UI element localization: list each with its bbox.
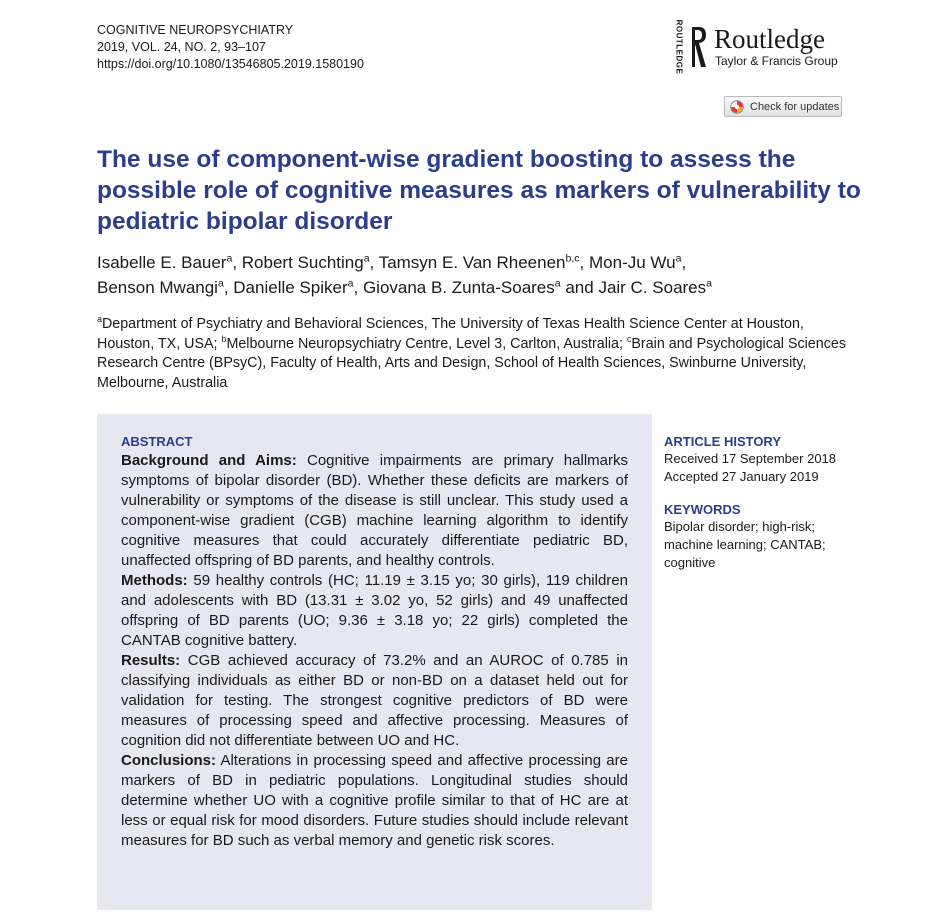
crossmark-icon [730, 100, 744, 114]
article-title: The use of component-wise gradient boosting to assess the possible role of cognitive measures as markers of vulnerability to pediatric bipolar disorder [97, 146, 861, 235]
author[interactable]: Mon-Ju Wu$^a$ [589, 252, 682, 272]
keywords-line: machine learning; CANTAB; [664, 537, 826, 552]
journal-citation: 2019, VOL. 24, NO. 2, 93–107 [97, 40, 266, 54]
abstract-conclusions: Conclusions: Alterations in processing speed and affective processing are markers of BD in pediatric populations. Longitudinal studies should determine whether UO with a cognitive profile similar to that of HC are at less or equal risk for mood disorders. Future studies should include relevant measures for BD such as verbal memory and genetic risk scores. [121, 752, 628, 849]
accepted-date: Accepted 27 January 2019 [664, 469, 819, 484]
article-sidebar [664, 434, 904, 572]
affiliation: Department of Psychiatry and Behavioral Sciences, The University of Texas Health Science Center at Houston, Houston, TX, USA; [97, 316, 804, 352]
affiliation-marker: c [626, 333, 632, 344]
publisher-name: Routledge [714, 24, 825, 54]
affiliation: Melbourne Neuropsychiatry Centre, Level 3, Carlton, Australia; [226, 335, 627, 352]
routledge-r-icon [689, 25, 709, 69]
author[interactable]: Isabelle E. Bauer$^a$ [97, 252, 233, 272]
article-history-heading: ARTICLE HISTORY [664, 434, 782, 449]
keywords-line: cognitive [664, 555, 716, 570]
journal-name: COGNITIVE NEUROPSYCHIATRY [97, 23, 294, 37]
publisher-vertical-mark [672, 19, 686, 75]
check-for-updates-button[interactable] [724, 96, 842, 117]
author[interactable]: Tamsyn E. Van Rheenen$^{b,c}$ [378, 252, 580, 272]
affiliation-marker: b [221, 333, 227, 344]
abstract-background: Background and Aims: Cognitive impairments are primary hallmarks symptoms of bipolar disorder (BD). Whether these deficits are markers of vulnerability or symptoms of the disease is still unclear. This study used a component-wise gradient (CGB) machine learning algorithm to identify cognitive measures that could accurately differentiate pediatric BD, unaffected offspring of BD parents, and healthy controls. [121, 452, 628, 569]
journal-meta [97, 22, 364, 73]
journal-doi[interactable]: https://doi.org/10.1080/13546805.2019.1580190 [97, 57, 364, 71]
abstract-heading: ABSTRACT [121, 434, 193, 449]
affiliations [97, 315, 857, 393]
author[interactable]: Giovana B. Zunta-Soares$^a$ [362, 277, 561, 297]
abstract-results: Results: CGB achieved accuracy of 73.2% and an AUROC of 0.785 in classifying individuals as either BD or non-BD on a dataset held out for validation for testing. The strongest cognitive predictors of BD were measures of processing speed and affective processing. Measures of cognition did not differentiate between UO and HC. [121, 652, 628, 749]
author[interactable]: Jair C. Soares$^a$ [598, 277, 712, 297]
keywords-heading: KEYWORDS [664, 502, 741, 517]
affiliation: Brain and Psychological Sciences Research Centre (BPsyC), Faculty of Health, Arts and Design, School of Health Sciences, Swinburne University, Melbourne, Australia [97, 335, 846, 391]
abstract-methods: Methods: 59 healthy controls (HC; 11.19 ± 3.15 yo; 30 girls), 119 children and adolescents with BD (13.31 ± 3.02 yo, 52 girls) and 49 unaffected offspring of BD parents (UO; 9.36 ± 3.18 yo; 22 girls) completed the CANTAB cognitive battery. [121, 572, 628, 649]
author[interactable]: Danielle Spiker$^a$ [233, 277, 354, 297]
received-date: Received 17 September 2018 [664, 451, 837, 466]
author-list: Isabelle E. Bauer$^a$, Robert Suchting$^a$, Tamsyn E. Van Rheenen$^{b,c}$, Mon-Ju Wu$^a$, Benson Mwangi$^a$, Danielle Spiker$^a$, Giovana B. Zunta-Soares$^a$ and Jair C. Soares$^a$ [97, 252, 712, 297]
affiliation-marker: a [97, 314, 102, 325]
check-for-updates-label: Check for updates [750, 100, 840, 113]
publisher-logo [672, 19, 852, 75]
author[interactable]: Robert Suchting$^a$ [241, 252, 370, 272]
keywords-line: Bipolar disorder; high-risk; [664, 519, 816, 534]
publisher-vertical-text: ROUTLEDGE [674, 19, 684, 75]
publisher-subtitle: Taylor & Francis Group [715, 54, 838, 68]
author[interactable]: Benson Mwangi$^a$ [97, 277, 224, 297]
abstract [121, 434, 628, 851]
